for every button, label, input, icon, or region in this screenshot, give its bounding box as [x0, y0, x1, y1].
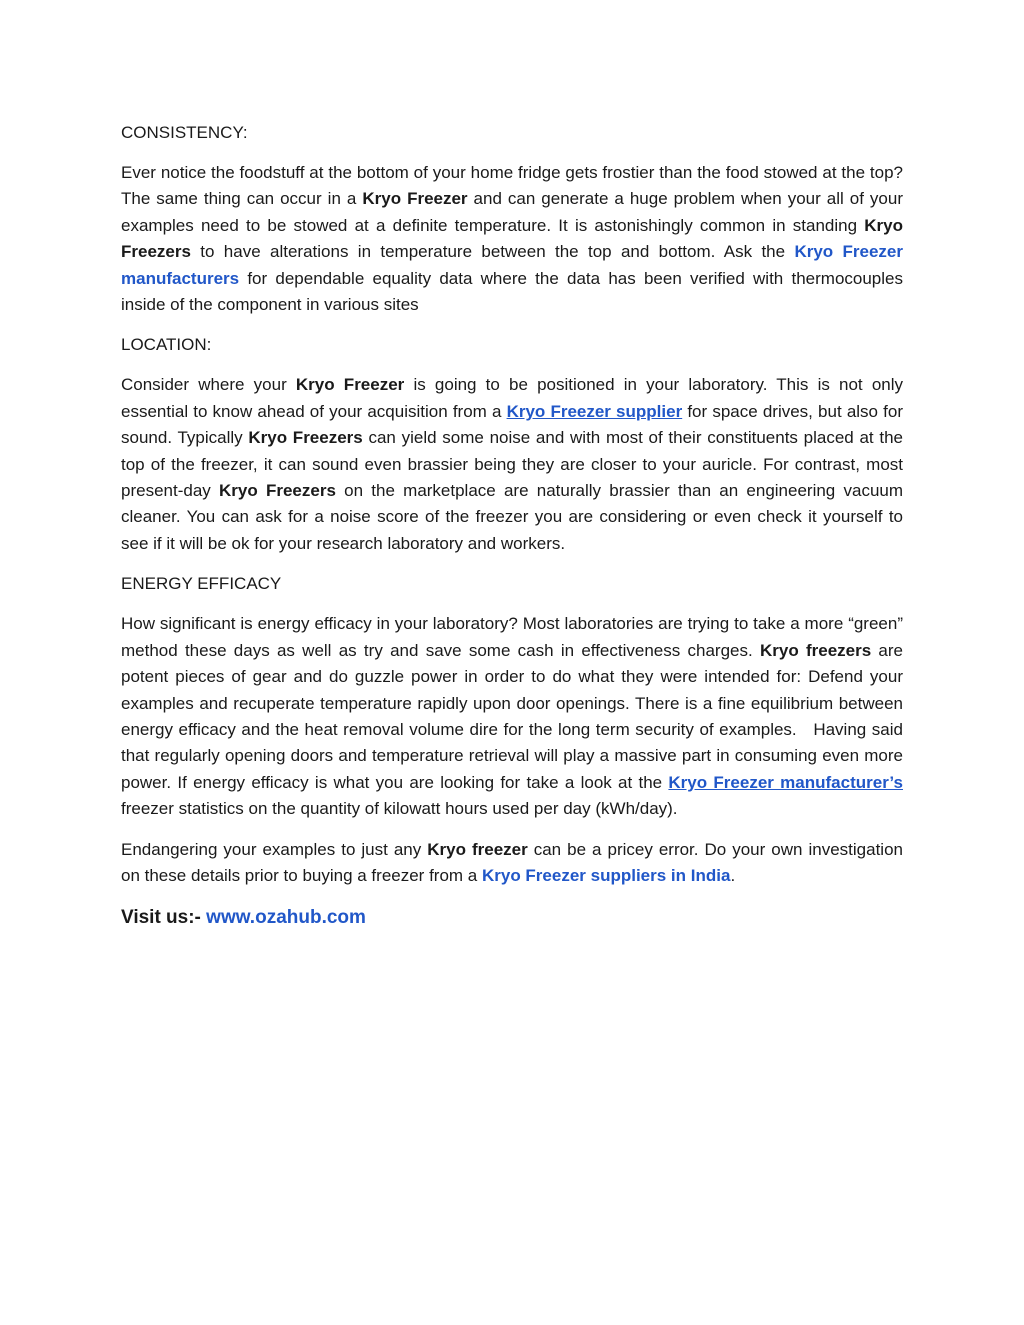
heading-consistency: CONSISTENCY: [121, 123, 248, 142]
text-run: for space drives, but also for sound. Typically [121, 401, 903, 448]
text-run: Ever notice the foodstuff at the bottom of your home fridge gets frostier than the food stowed at the top? The same thing can occur in a [121, 163, 903, 209]
bold-term: Kryo Freezers [121, 215, 903, 262]
heading-energy-efficacy: ENERGY EFFICACY [121, 574, 282, 594]
text-run: is going to be positioned in your laboratory. This is not only essential to know ahead of your acquisition from a [121, 375, 904, 421]
bold-term: Kryo Freezer [362, 189, 468, 209]
bold-term: Kryo Freezer [295, 375, 405, 395]
text-run: to have alterations in temperature between the top and bottom. Ask the [190, 242, 795, 262]
bold-term: Kryo freezers [759, 640, 872, 660]
text-run: Endangering your examples to just any [121, 839, 428, 859]
text-run: can yield some noise and with most of their constituents placed at the top of the freezer, it can sound even brassier being they are closer to your auricle. For contrast, most present-day [121, 428, 903, 501]
bold-term: Kryo Freezers [219, 481, 336, 501]
paragraph-energy [121, 611, 903, 822]
text-run: can be a pricey error. Do your own investigation on these details prior to buying a freezer from a [121, 839, 903, 885]
text-run: Consider where your [121, 375, 296, 395]
document-page [121, 120, 903, 933]
link-kryo-freezer-manufacturer-s[interactable]: Kryo Freezer manufacturer’s [668, 772, 903, 792]
bold-term: Kryo freezer [427, 839, 528, 859]
link-kryo-freezer-manufacturers[interactable]: Kryo Freezer manufacturers [121, 242, 903, 288]
text-run: How significant is energy efficacy in your laboratory? Most laboratories are trying to take a more “green” method these days as well as try and save some cash in effectiveness charges. [121, 614, 903, 660]
paragraph-closing [121, 837, 903, 890]
text-run: for dependable equality data where the data has been verified with thermocouples inside of the component in various sites [121, 268, 903, 315]
text-run: are potent pieces of gear and do guzzle power in order to do what they were intended for: Defend your examples and recuperate temperature rapidly upon door openings. There is a fine equilibrium between energy efficacy and the heat removal volume dire for the long term security of examples. Having said that regularly opening doors and temperature retrieval will play a massive part in consuming even more power. If energy efficacy is what you are looking for take a look at the [121, 640, 903, 792]
heading-location: LOCATION: [121, 335, 212, 355]
text-run: freezer statistics on the quantity of kilowatt hours used per day (kWh/day). [121, 799, 678, 819]
text-run: and can generate a huge problem when your all of your examples need to be stowed at a definite temperature. It is astonishingly common in standing [121, 189, 903, 235]
visit-label: Visit us:- [121, 907, 207, 929]
link-kryo-freezer-suppliers-india[interactable]: Kryo Freezer suppliers in India [481, 865, 731, 885]
text-run: on the marketplace are naturally brassier than an engineering vacuum cleaner. You can ask for a noise score of the freezer you are considering or even check it yourself to see if it will be ok for your research laboratory and workers. [121, 481, 904, 553]
link-kryo-freezer-supplier[interactable]: Kryo Freezer supplier [506, 401, 683, 421]
paragraph-consistency [121, 160, 903, 318]
website-link[interactable]: www.ozahub.com [206, 907, 366, 929]
visit-us-line [121, 903, 903, 933]
text-run: . [730, 865, 736, 885]
paragraph-location [121, 372, 903, 557]
bold-term: Kryo Freezers [248, 428, 363, 448]
